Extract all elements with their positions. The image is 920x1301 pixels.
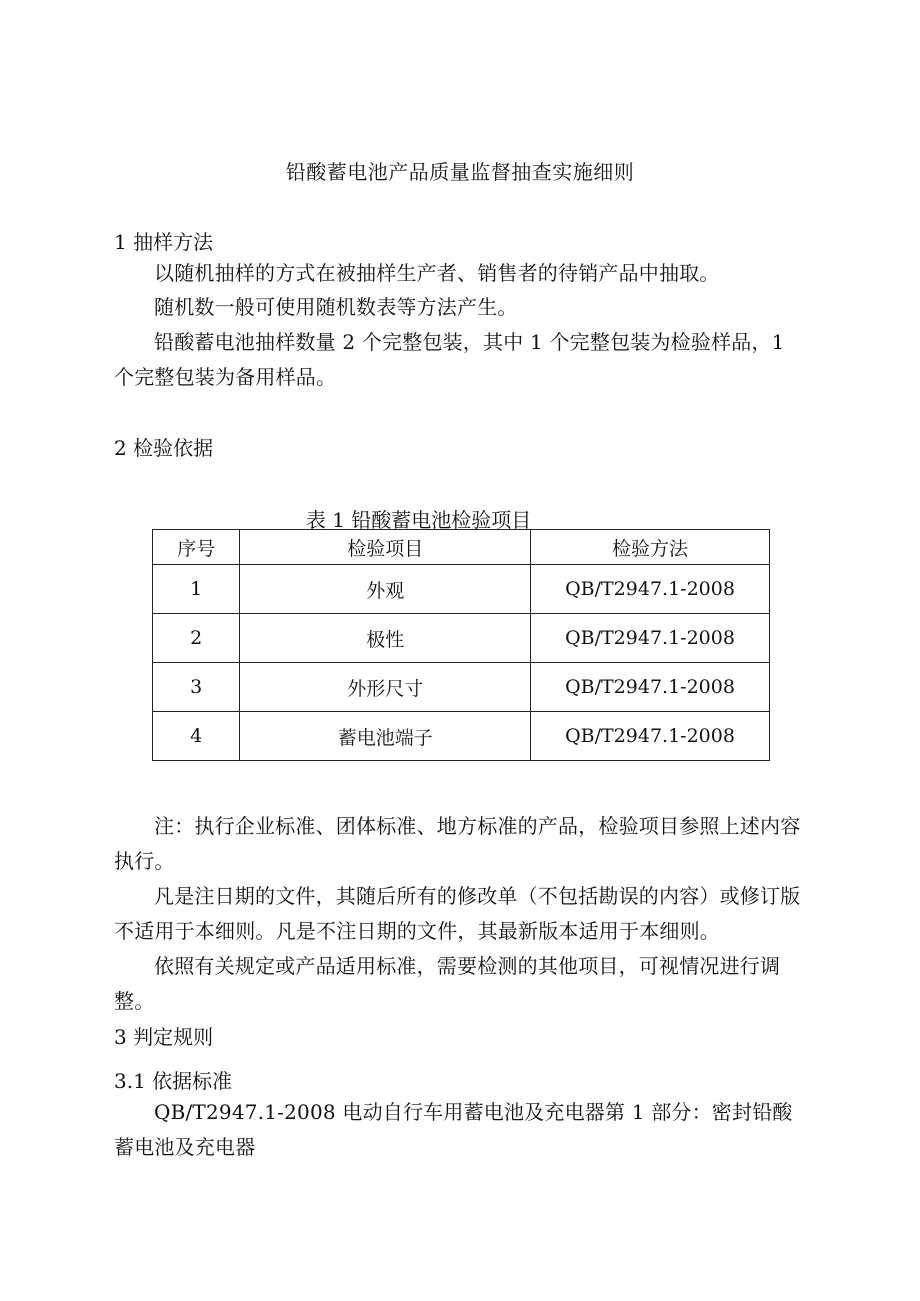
table-header-row [153, 530, 770, 565]
cell-number: 3 [153, 663, 240, 712]
section-1-paragraph-3: 铅酸蓄电池抽样数量 2 个完整包装，其中 1 个完整包装为检验样品，1 个完整包装为备用样品。 [114, 330, 785, 389]
cell-item: 蓄电池端子 [240, 712, 531, 761]
cell-method: QB/T2947.1-2008 [531, 712, 770, 761]
table-row [153, 614, 770, 663]
cell-method: QB/T2947.1-2008 [531, 565, 770, 614]
cell-method: QB/T2947.1-2008 [531, 663, 770, 712]
inspection-items-table [152, 529, 770, 761]
section-3-heading: 3 判定规则 [114, 1025, 214, 1049]
table-caption: 表 1 铅酸蓄电池检验项目 [305, 508, 532, 532]
table-row [153, 663, 770, 712]
section-3-1-paragraph: QB/T2947.1-2008 电动自行车用蓄电池及充电器第 1 部分：密封铅酸蓄电池及充电器 [114, 1100, 793, 1159]
cell-method: QB/T2947.1-2008 [531, 614, 770, 663]
note-paragraph-1: 注：执行企业标准、团体标准、地方标准的产品，检验项目参照上述内容执行。 [114, 814, 801, 873]
cell-number: 1 [153, 565, 240, 614]
section-3-1-heading: 3.1 依据标准 [114, 1069, 233, 1093]
cell-item: 极性 [240, 614, 531, 663]
cell-item: 外观 [240, 565, 531, 614]
page-title: 铅酸蓄电池产品质量监督抽查实施细则 [285, 160, 635, 184]
section-1-paragraph-1: 以随机抽样的方式在被抽样生产者、销售者的待销产品中抽取。 [154, 261, 720, 285]
section-2-heading: 2 检验依据 [114, 436, 214, 460]
cell-number: 2 [153, 614, 240, 663]
column-header-item: 检验项目 [240, 530, 531, 565]
section-1-paragraph-2: 随机数一般可使用随机数表等方法产生。 [154, 295, 518, 319]
table-row [153, 712, 770, 761]
column-header-number: 序号 [153, 530, 240, 565]
section-1-heading: 1 抽样方法 [114, 230, 214, 254]
cell-number: 4 [153, 712, 240, 761]
column-header-method: 检验方法 [531, 530, 770, 565]
cell-item: 外形尺寸 [240, 663, 531, 712]
note-paragraph-2: 凡是注日期的文件，其随后所有的修改单（不包括勘误的内容）或修订版不适用于本细则。凡是不注日期的文件，其最新版本适用于本细则。 [114, 884, 801, 943]
table-row [153, 565, 770, 614]
note-paragraph-3: 依照有关规定或产品适用标准，需要检测的其他项目，可视情况进行调整。 [114, 954, 781, 1013]
